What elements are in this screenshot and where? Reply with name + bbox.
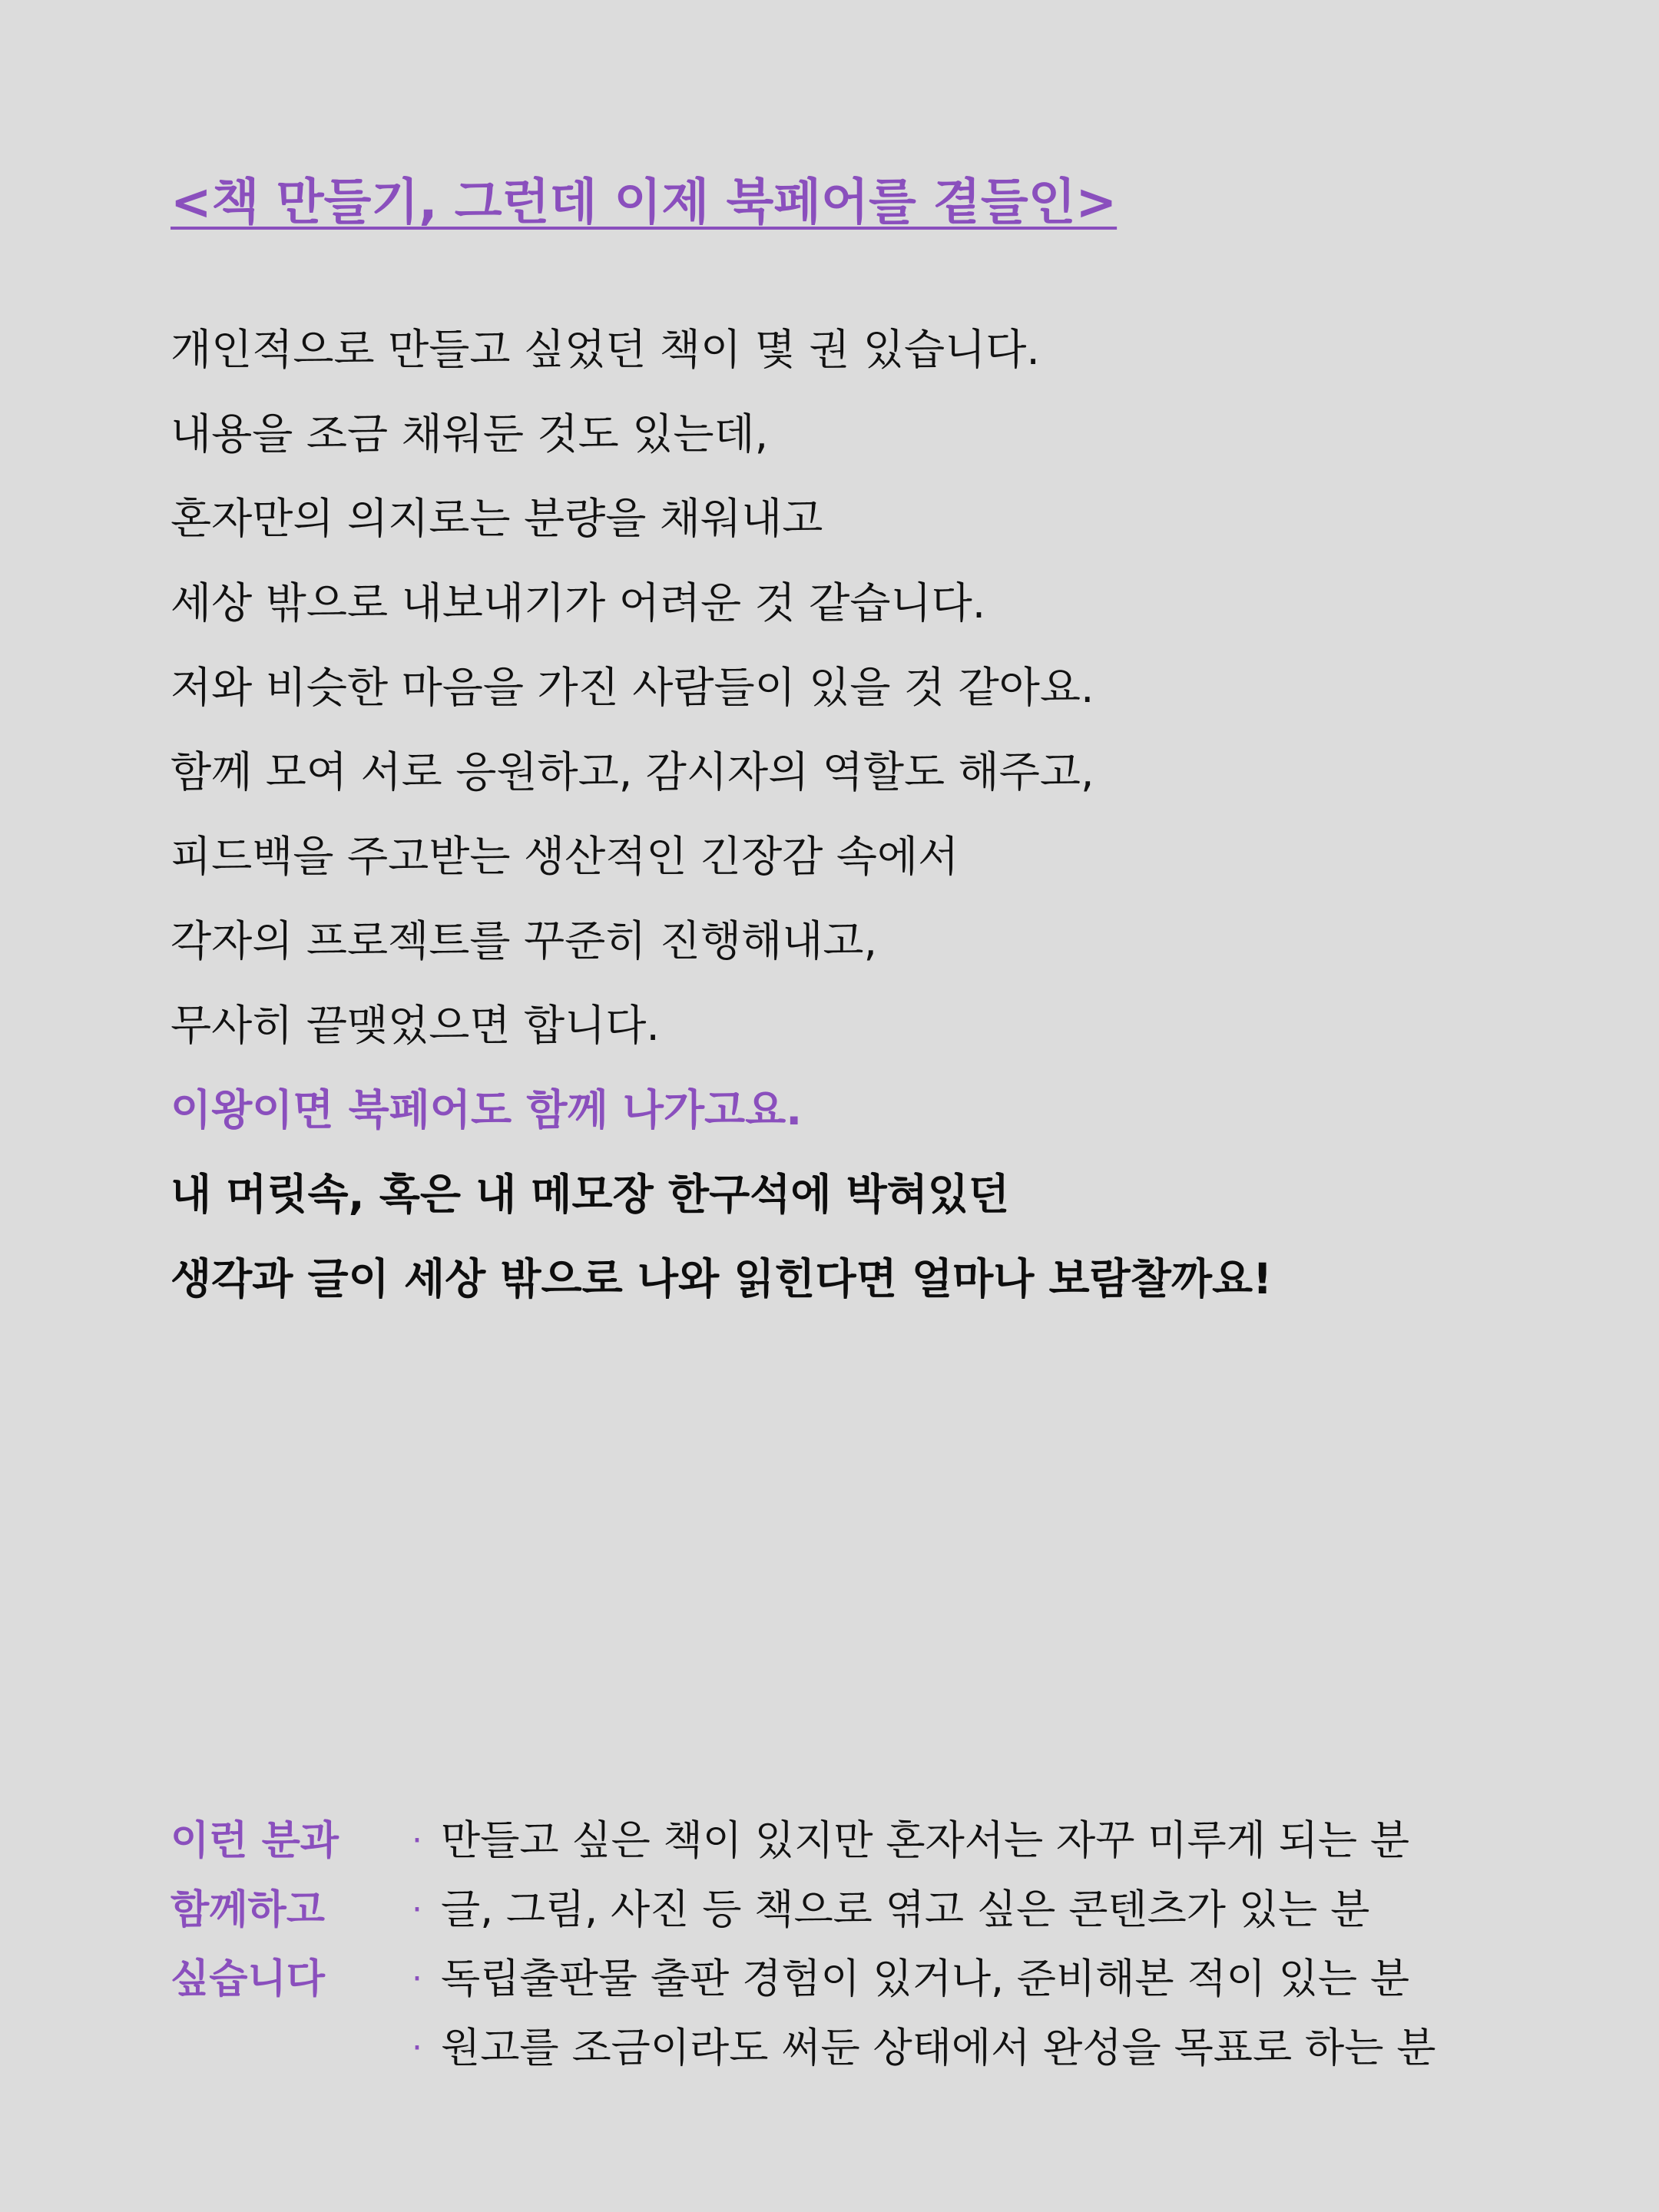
paragraph-line: 함께 모여 서로 응원하고, 감시자의 역할도 해주고, [171, 747, 1094, 796]
paragraph-line: 무사히 끝맺었으면 합니다. [171, 1001, 660, 1050]
bullet-marker: · [412, 2028, 422, 2068]
emphasis-line: 내 머릿속, 혹은 내 메모장 한구석에 박혀있던 [171, 1170, 1010, 1219]
audience-label [171, 1806, 339, 2014]
highlight-line: 이왕이면 북페어도 함께 나가고요. [171, 1085, 803, 1134]
audience-item-text: 원고를 조금이라도 써둔 상태에서 완성을 목표로 하는 분 [441, 2025, 1436, 2071]
intro-paragraph [171, 307, 1272, 1321]
audience-item-text: 독립출판물 출판 경험이 있거나, 준비해본 적이 있는 분 [441, 1955, 1410, 2002]
paragraph-line: 내용을 조금 채워둔 것도 있는데, [171, 409, 769, 459]
audience-list [412, 1806, 1435, 2083]
audience-item-text: 만들고 싶은 책이 있지만 혼자서는 자꾸 미루게 되는 분 [441, 1817, 1410, 1864]
paragraph-line: 저와 비슷한 마음을 가진 사람들이 있을 것 같아요. [171, 663, 1094, 712]
paragraph-line: 개인적으로 만들고 싶었던 책이 몇 권 있습니다. [171, 325, 1040, 374]
emphasis-line: 생각과 글이 세상 밖으로 나와 읽힌다면 얼마나 보람찰까요! [171, 1254, 1273, 1303]
audience-label-line: 이런 분과 [171, 1818, 339, 1864]
audience-item-text: 글, 그림, 사진 등 책으로 엮고 싶은 콘텐츠가 있는 분 [441, 1886, 1370, 1933]
bullet-marker: · [412, 1890, 422, 1929]
audience-label-line: 싶습니다 [171, 1956, 325, 2002]
paragraph-line: 피드백을 주고받는 생산적인 긴장감 속에서 [171, 832, 959, 881]
paragraph-line: 혼자만의 의지로는 분량을 채워내고 [171, 494, 823, 543]
page-title: <책 만들기, 그런데 이제 북페어를 곁들인> [171, 174, 1118, 231]
audience-label-line: 함께하고 [171, 1887, 325, 1933]
bullet-marker: · [412, 1821, 422, 1860]
audience-list-item [412, 1876, 1435, 1945]
paragraph-line: 세상 밖으로 내보내기가 어려운 것 같습니다. [171, 578, 986, 628]
bullet-marker: · [412, 1959, 422, 1998]
audience-list-item [412, 1945, 1435, 2014]
audience-list-item [412, 1806, 1435, 1876]
audience-list-item [412, 2014, 1435, 2083]
paragraph-line: 각자의 프로젝트를 꾸준히 진행해내고, [171, 916, 878, 965]
